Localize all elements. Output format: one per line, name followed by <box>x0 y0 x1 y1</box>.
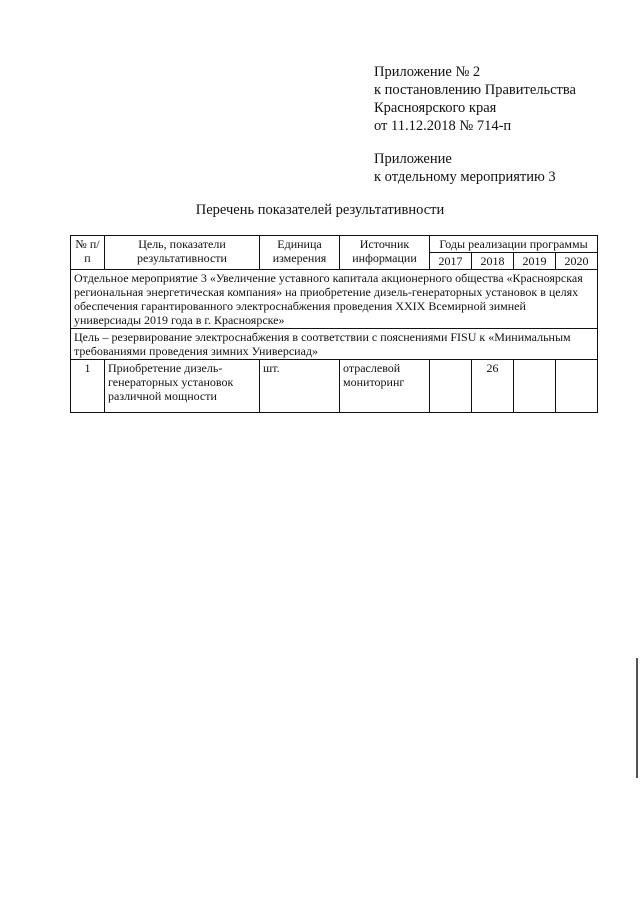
document-title: Перечень показателей результативности <box>195 202 445 218</box>
appendix-note <box>374 150 556 186</box>
indicators-table <box>70 235 598 413</box>
table-row <box>71 360 598 413</box>
table-header-row <box>71 236 598 253</box>
header-year-2020: 2020 <box>556 253 598 270</box>
cell-2020 <box>556 360 598 413</box>
goal-description: Цель – резервирование электроснабжения в соответствии с пояснениями FISU к «Минимальным требованиями проведения зимних Универсиад» <box>71 329 598 360</box>
header-year-2017: 2017 <box>430 253 472 270</box>
cell-num: 1 <box>71 360 105 413</box>
header-line-3: Красноярского края <box>374 100 497 116</box>
header-num: № п/п <box>71 236 105 270</box>
cell-indicator: Приобретение дизель-генераторных установок различной мощности <box>105 360 260 413</box>
scan-edge-mark <box>636 658 638 778</box>
cell-2017 <box>430 360 472 413</box>
header-year-2019: 2019 <box>514 253 556 270</box>
header-source: Источник информации <box>340 236 430 270</box>
cell-unit: шт. <box>260 360 340 413</box>
header-line-4: от 11.12.2018 № 714-п <box>374 118 512 134</box>
cell-source: отраслевой мониторинг <box>340 360 430 413</box>
goal-row <box>71 329 598 360</box>
appendix-line-2: к отдельному мероприятию 3 <box>374 169 556 185</box>
event-row <box>71 270 598 329</box>
header-unit: Единица измерения <box>260 236 340 270</box>
header-years-group: Годы реализации программы <box>430 236 598 253</box>
header-line-2: к постановлению Правительства <box>374 82 576 98</box>
header-year-2018: 2018 <box>472 253 514 270</box>
cell-2019 <box>514 360 556 413</box>
cell-2018: 26 <box>472 360 514 413</box>
header-goal: Цель, показатели результативности <box>105 236 260 270</box>
appendix-line-1: Приложение <box>374 151 452 167</box>
document-header <box>374 63 576 135</box>
event-description: Отдельное мероприятие 3 «Увеличение уставного капитала акционерного общества «Красноярская региональная энергетическая компания» на приобретение дизель-генераторных установок в целях обеспечения гарантированного электроснабжения проведения XXIX Всемирной зимней универсиады 2019 года в г. Красноярске» <box>71 270 598 329</box>
header-line-1: Приложение № 2 <box>374 64 481 80</box>
